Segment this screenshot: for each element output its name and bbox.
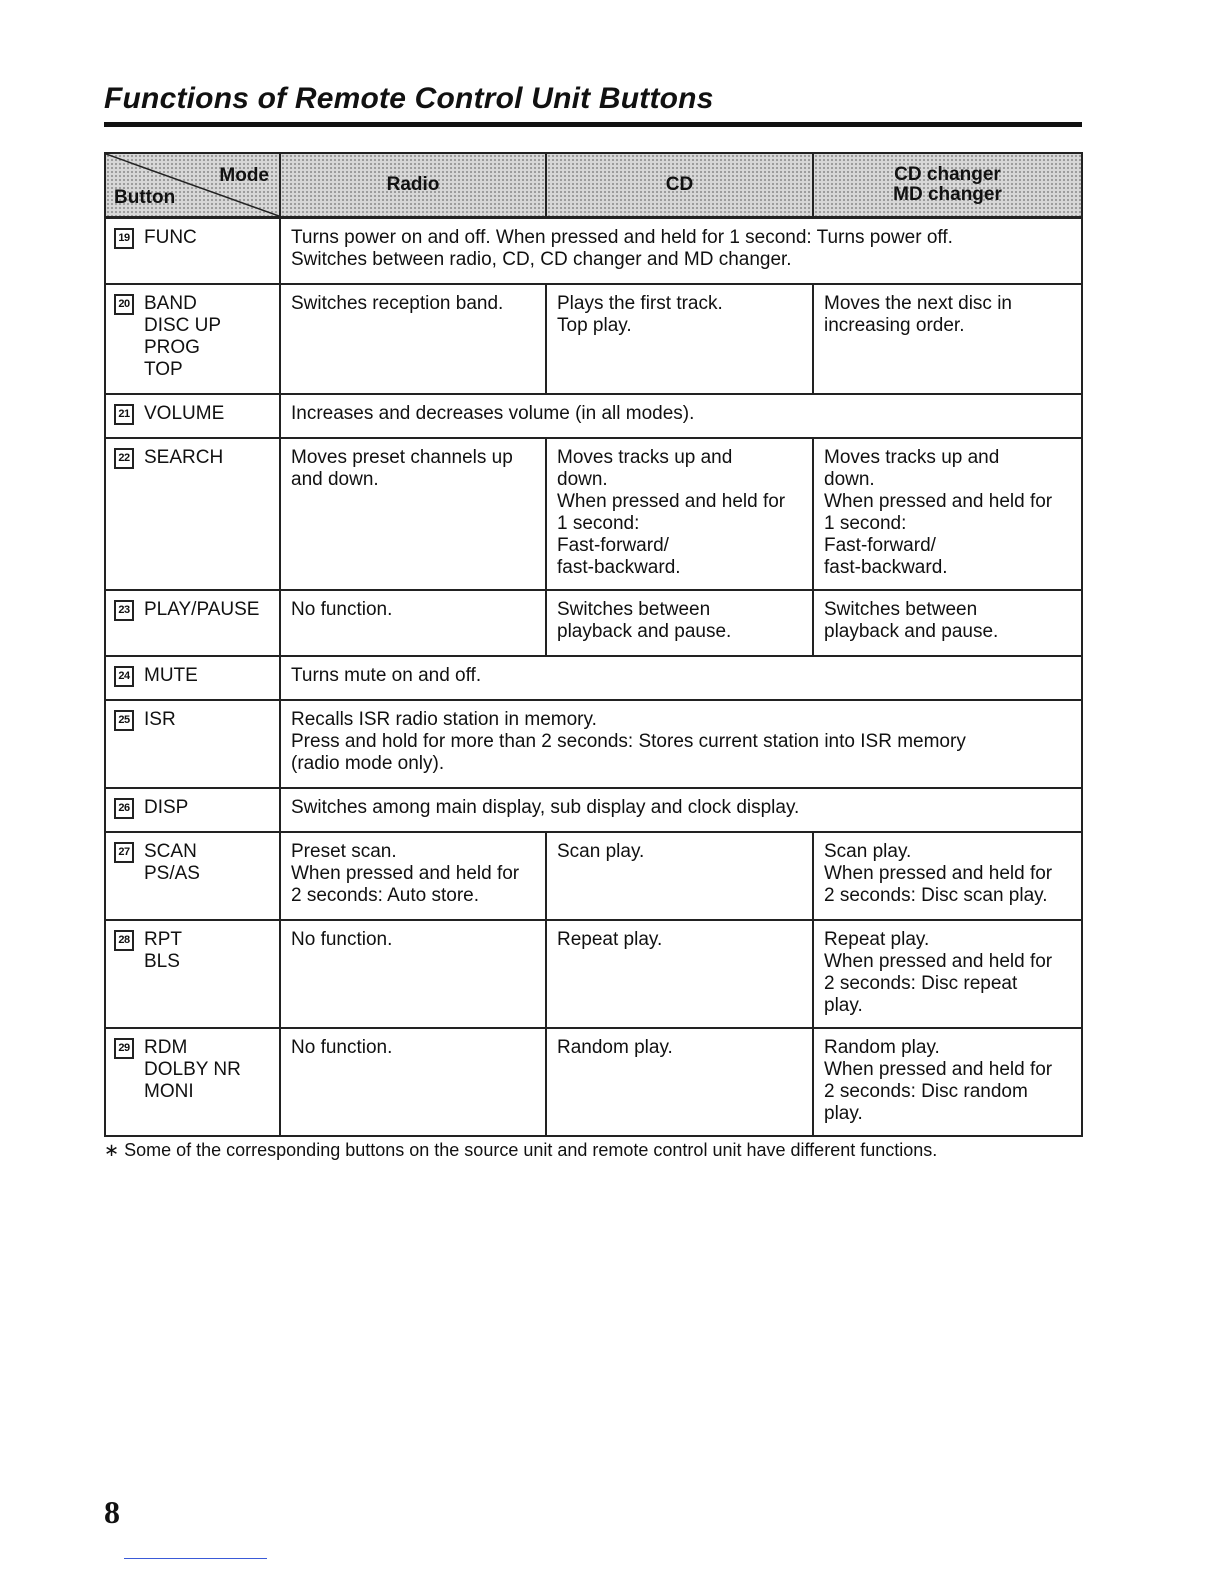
description-line: play. — [824, 1102, 863, 1124]
description-line: fast-backward. — [824, 556, 948, 578]
button-cell — [105, 394, 280, 438]
button-name: BLS — [144, 950, 180, 972]
description-line: fast-backward. — [557, 556, 681, 578]
description-line: down. — [557, 468, 608, 490]
description-line: play. — [824, 994, 863, 1016]
button-number-badge: 25 — [114, 710, 134, 731]
description-line: Plays the first track. — [557, 292, 723, 314]
button-cell — [105, 920, 280, 1028]
table-header-row — [105, 153, 1082, 218]
description-line: 2 seconds: Auto store. — [291, 884, 480, 906]
header-mode-label: Mode — [219, 165, 269, 186]
table-body — [105, 218, 1082, 1136]
all-modes-cell — [280, 656, 1082, 700]
button-name: DISP — [144, 796, 189, 818]
page-number: 8 — [104, 1494, 120, 1530]
header-changer-line2: MD changer — [893, 184, 1002, 205]
button-number-badge: 29 — [114, 1038, 134, 1059]
description-line: 2 seconds: Disc random — [824, 1080, 1028, 1102]
description-line: When pressed and held for — [824, 1058, 1053, 1080]
all-modes-cell — [280, 394, 1082, 438]
changer-cell — [813, 284, 1082, 394]
button-name: TOP — [144, 358, 183, 380]
table-row — [105, 590, 1082, 656]
description-line: No function. — [291, 1036, 393, 1058]
button-names — [144, 293, 221, 381]
table-row — [105, 832, 1082, 920]
button-cell — [105, 788, 280, 832]
page-title: Functions of Remote Control Unit Buttons — [104, 82, 714, 115]
description-line: When pressed and held for — [291, 862, 520, 884]
description-line: Repeat play. — [557, 928, 663, 950]
description-line: Moves the next disc in — [824, 292, 1012, 314]
description-line: Moves tracks up and — [824, 446, 1000, 468]
button-name: ISR — [144, 708, 176, 730]
table-row — [105, 1028, 1082, 1136]
button-name: FUNC — [144, 227, 197, 248]
radio-cell — [280, 1028, 546, 1136]
bottom-line — [124, 1558, 267, 1559]
cd-cell — [546, 920, 813, 1028]
header-cd: CD — [546, 153, 813, 218]
button-number-badge: 21 — [114, 404, 134, 425]
description-line: 1 second: — [824, 512, 907, 534]
button-name: RPT — [144, 928, 182, 950]
button-names — [144, 447, 223, 469]
button-cell — [105, 438, 280, 590]
button-name: PROG — [144, 336, 200, 358]
description-line: 2 seconds: Disc scan play. — [824, 884, 1048, 906]
button-number-badge: 24 — [114, 666, 134, 687]
changer-cell — [813, 590, 1082, 656]
button-number-badge: 22 — [114, 448, 134, 469]
description-line: Increases and decreases volume (in all modes). — [291, 402, 695, 424]
cd-cell — [546, 284, 813, 394]
button-cell — [105, 700, 280, 788]
button-cell — [105, 832, 280, 920]
button-names — [144, 709, 176, 731]
button-number-badge: 20 — [114, 294, 134, 315]
table-row — [105, 394, 1082, 438]
description-line: playback and pause. — [824, 620, 999, 642]
description-line: When pressed and held for — [824, 490, 1053, 512]
button-names — [144, 929, 182, 973]
changer-cell — [813, 832, 1082, 920]
description-line: Moves tracks up and — [557, 446, 733, 468]
button-name: PS/AS — [144, 862, 200, 884]
radio-cell — [280, 590, 546, 656]
description-line: Switches between — [557, 598, 711, 620]
header-corner-cell — [105, 153, 280, 218]
description-line: Random play. — [824, 1036, 940, 1058]
button-name: RDM — [144, 1036, 188, 1058]
button-name: SCAN — [144, 840, 197, 862]
button-cell — [105, 656, 280, 700]
radio-cell — [280, 920, 546, 1028]
button-name: DISC UP — [144, 314, 222, 336]
description-line: Random play. — [557, 1036, 673, 1058]
description-line: No function. — [291, 598, 393, 620]
description-line: Switches between — [824, 598, 978, 620]
functions-table — [104, 152, 1083, 1137]
button-cell — [105, 284, 280, 394]
header-button-label: Button — [114, 187, 176, 208]
button-name: SEARCH — [144, 446, 224, 468]
button-number-badge: 23 — [114, 600, 134, 621]
button-name: MUTE — [144, 664, 198, 686]
all-modes-cell — [280, 218, 1082, 284]
description-line: Preset scan. — [291, 840, 397, 862]
cd-cell — [546, 1028, 813, 1136]
description-line: Press and hold for more than 2 seconds: Stores current station into ISR memory — [291, 730, 966, 752]
cd-cell — [546, 590, 813, 656]
description-line: Switches between radio, CD, CD changer and MD changer. — [291, 249, 792, 270]
description-line: (radio mode only). — [291, 752, 445, 774]
description-line: Fast-forward/ — [824, 534, 936, 556]
description-line: increasing order. — [824, 314, 965, 336]
description-line: Top play. — [557, 314, 632, 336]
table-row — [105, 438, 1082, 590]
radio-cell — [280, 284, 546, 394]
button-name: PLAY/PAUSE — [144, 598, 260, 620]
description-line: Fast-forward/ — [557, 534, 669, 556]
button-names — [144, 1037, 241, 1103]
description-line: and down. — [291, 468, 379, 490]
changer-cell — [813, 1028, 1082, 1136]
button-names — [144, 665, 198, 687]
button-name: MONI — [144, 1080, 194, 1102]
all-modes-cell — [280, 700, 1082, 788]
button-names — [144, 227, 197, 249]
description-line: When pressed and held for — [824, 950, 1053, 972]
button-number-badge: 19 — [114, 228, 134, 249]
button-cell — [105, 1028, 280, 1136]
button-cell — [105, 218, 280, 284]
description-line: 2 seconds: Disc repeat — [824, 972, 1018, 994]
description-line: When pressed and held for — [557, 490, 786, 512]
changer-cell — [813, 438, 1082, 590]
cd-cell — [546, 832, 813, 920]
description-line: Recalls ISR radio station in memory. — [291, 708, 597, 730]
description-line: No function. — [291, 928, 393, 950]
description-line: Repeat play. — [824, 928, 930, 950]
button-cell — [105, 590, 280, 656]
description-line: playback and pause. — [557, 620, 732, 642]
table-row — [105, 284, 1082, 394]
button-name: BAND — [144, 292, 197, 314]
footnote: ∗ Some of the corresponding buttons on the source unit and remote control unit have different functions. — [104, 1140, 938, 1160]
table-row — [105, 700, 1082, 788]
description-line: Switches among main display, sub display and clock display. — [291, 796, 800, 818]
table-row — [105, 656, 1082, 700]
table-row — [105, 218, 1082, 284]
button-name: VOLUME — [144, 402, 225, 424]
header-changer — [813, 153, 1082, 218]
radio-cell — [280, 832, 546, 920]
table-row — [105, 788, 1082, 832]
button-name: DOLBY NR — [144, 1058, 241, 1080]
button-names — [144, 403, 224, 425]
button-names — [144, 841, 200, 885]
description-line: Turns power on and off. When pressed and held for 1 second: Turns power off. — [291, 227, 953, 248]
button-number-badge: 26 — [114, 798, 134, 819]
changer-cell — [813, 920, 1082, 1028]
description-line: Turns mute on and off. — [291, 664, 482, 686]
description-line: Scan play. — [824, 840, 912, 862]
table-row — [105, 920, 1082, 1028]
description-line: Scan play. — [557, 840, 645, 862]
cd-cell — [546, 438, 813, 590]
title-rule — [104, 122, 1082, 127]
button-names — [144, 599, 259, 621]
description-line: Moves preset channels up — [291, 446, 513, 468]
radio-cell — [280, 438, 546, 590]
description-line: Switches reception band. — [291, 292, 504, 314]
all-modes-cell — [280, 788, 1082, 832]
button-names — [144, 797, 188, 819]
button-number-badge: 27 — [114, 842, 134, 863]
button-number-badge: 28 — [114, 930, 134, 951]
description-line: When pressed and held for — [824, 862, 1053, 884]
header-radio: Radio — [280, 153, 546, 218]
description-line: 1 second: — [557, 512, 640, 534]
description-line: down. — [824, 468, 875, 490]
header-changer-line1: CD changer — [894, 164, 1001, 185]
